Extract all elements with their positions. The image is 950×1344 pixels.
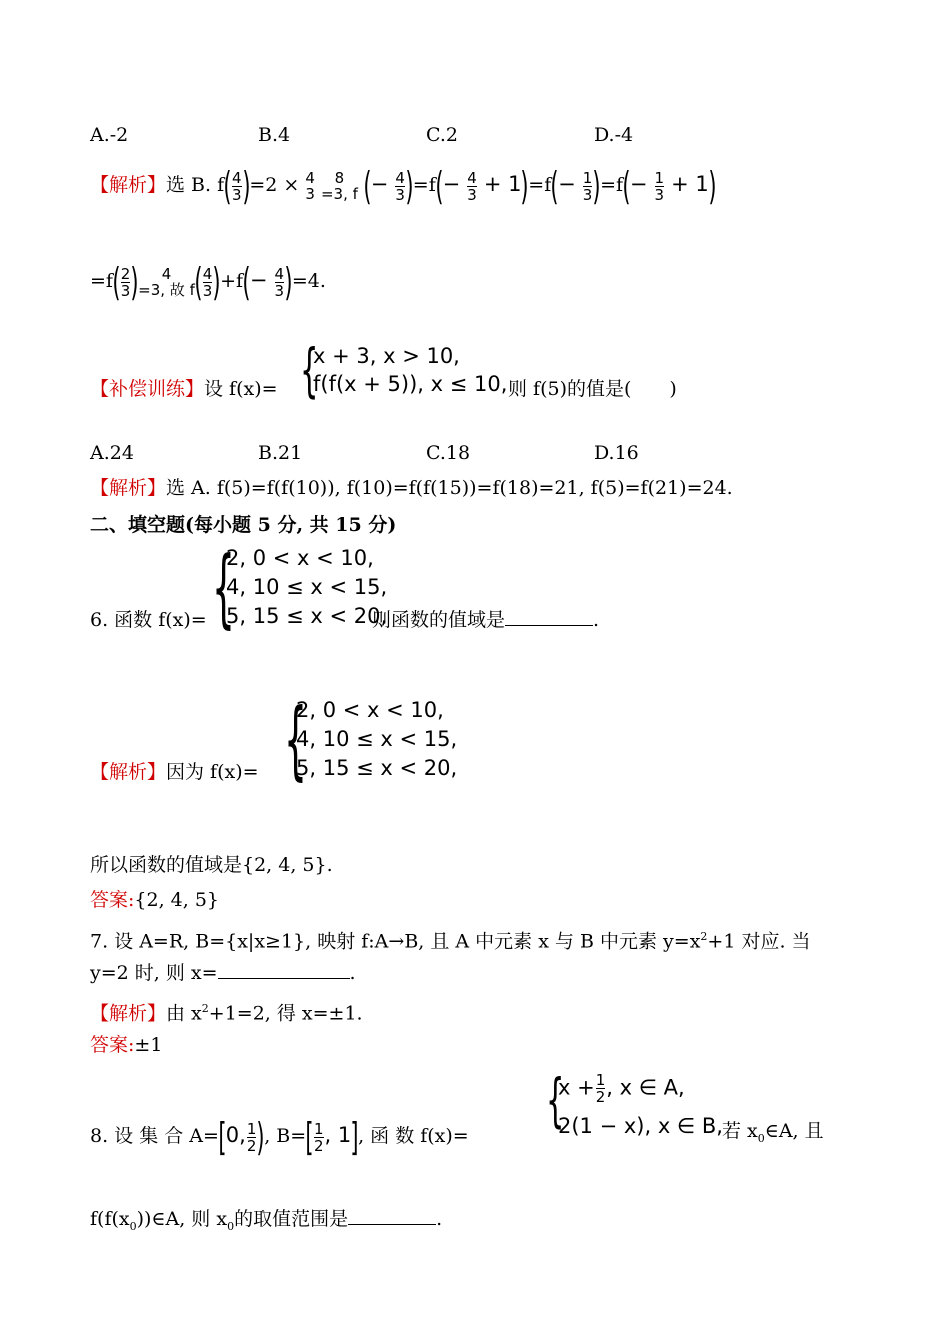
q4-solution-line1: 【解析】选 B. f( $\frac{4}{3}$ )=2 × 4 3 8 =3, f (− $\frac{4}{3}$ )=f(− $\frac{4}{3}$ + 1)=f(− $\frac{1}{3}$ )=f(− $\frac{1}{3}$ + 1) <box>90 164 717 208</box>
q8-line2: $f(f(x_0))\in A$, 则 $x_0$的取值范围是 . <box>90 1208 443 1233</box>
brace: { <box>212 538 235 638</box>
jiexi-label: 【解析】 <box>90 174 167 196</box>
q6-case1: 2, 0 < x < 10, <box>226 546 374 570</box>
q6-case2: 4, 10 ≤ x < 15, <box>226 575 388 599</box>
q6-pre: 6. 函数 f(x)= <box>90 609 207 631</box>
brace: { <box>284 690 307 790</box>
jiexi-label: 【解析】 <box>90 761 167 783</box>
q6-sol-case2: 4, 10 ≤ x < 15, <box>296 727 458 751</box>
q8-line1: 8. 设 集 合 A=[0, $\frac{1}{2}$ ), B=[ $\frac{1}{2}$ , 1], 函 数 f(x)= <box>90 1115 469 1159</box>
jiexi-label: 【解析】 <box>90 477 167 499</box>
q6-solution: 【解析】因为 f(x)= <box>90 761 259 783</box>
buchang-question <box>90 376 278 402</box>
q6-post: 则函数的值域是 . <box>372 609 600 631</box>
q6-answer: 答案:{2, 4, 5} <box>90 889 220 911</box>
q8-case2: 2(1 − x), x ∈ B, <box>558 1114 723 1138</box>
q6-conclusion: 所以函数的值域是{2, 4, 5}. <box>90 854 333 876</box>
bc-case1: x + 3, x > 10, <box>313 344 460 368</box>
q4-solution-line2: =f( $\frac{2}{3}$ ) 4 =3, 故 f ( $\frac{4}{3}$ )+f(− $\frac{4}{3}$ )=4. <box>90 260 326 304</box>
buchang-label: 【补偿训练】 <box>90 378 205 400</box>
sol-text: 选 B. f <box>166 174 225 196</box>
option-d: D.16 <box>594 442 639 464</box>
sol-text: =2 × <box>249 174 300 196</box>
option-b: B.4 <box>258 124 291 146</box>
option-c: C.18 <box>426 442 471 464</box>
brace: { <box>546 1066 565 1134</box>
bc-post: 则 f(5)的值是( ) <box>508 378 677 400</box>
option-a: A.24 <box>90 442 134 464</box>
brace: { <box>300 336 319 404</box>
q7-answer: 答案:±1 <box>90 1034 163 1056</box>
option-b: B.21 <box>258 442 303 464</box>
q6-case3: 5, 15 ≤ x < 20, <box>226 604 388 628</box>
option-c: C.2 <box>426 124 458 146</box>
section-heading: 二、填空题(每小题 5 分, 共 15 分) <box>90 514 397 536</box>
q7-line2: y=2 时, 则 x= . <box>90 962 356 984</box>
q8-case1: x + $\frac{1}{2}$ , x ∈ A, <box>558 1071 685 1106</box>
q7-line1: 7. 设 A=R, B={x|x≥1}, 映射 f:A→B, 且 A 中元素 x 与 B 中元素 $y=x^2+1$ 对应. 当 <box>90 930 811 953</box>
bc-pre: 设 f(x)= <box>204 378 278 400</box>
option-d: D.-4 <box>594 124 634 146</box>
option-a: A.-2 <box>90 124 129 146</box>
q8-post: 若 $x_0\in A$, 且 <box>722 1120 824 1145</box>
bc-case2: f(f(x + 5)), x ≤ 10, <box>313 372 508 396</box>
q6-sol-case1: 2, 0 < x < 10, <box>296 698 444 722</box>
q6-sol-case3: 5, 15 ≤ x < 20, <box>296 756 458 780</box>
bc-solution: 【解析】选 A. f(5)=f(f(10)), f(10)=f(f(15))=f(18)=21, f(5)=f(21)=24. <box>90 477 733 499</box>
q7-solution: 【解析】由 $x^2+1=2$, 得 x=±1. <box>90 1002 363 1025</box>
